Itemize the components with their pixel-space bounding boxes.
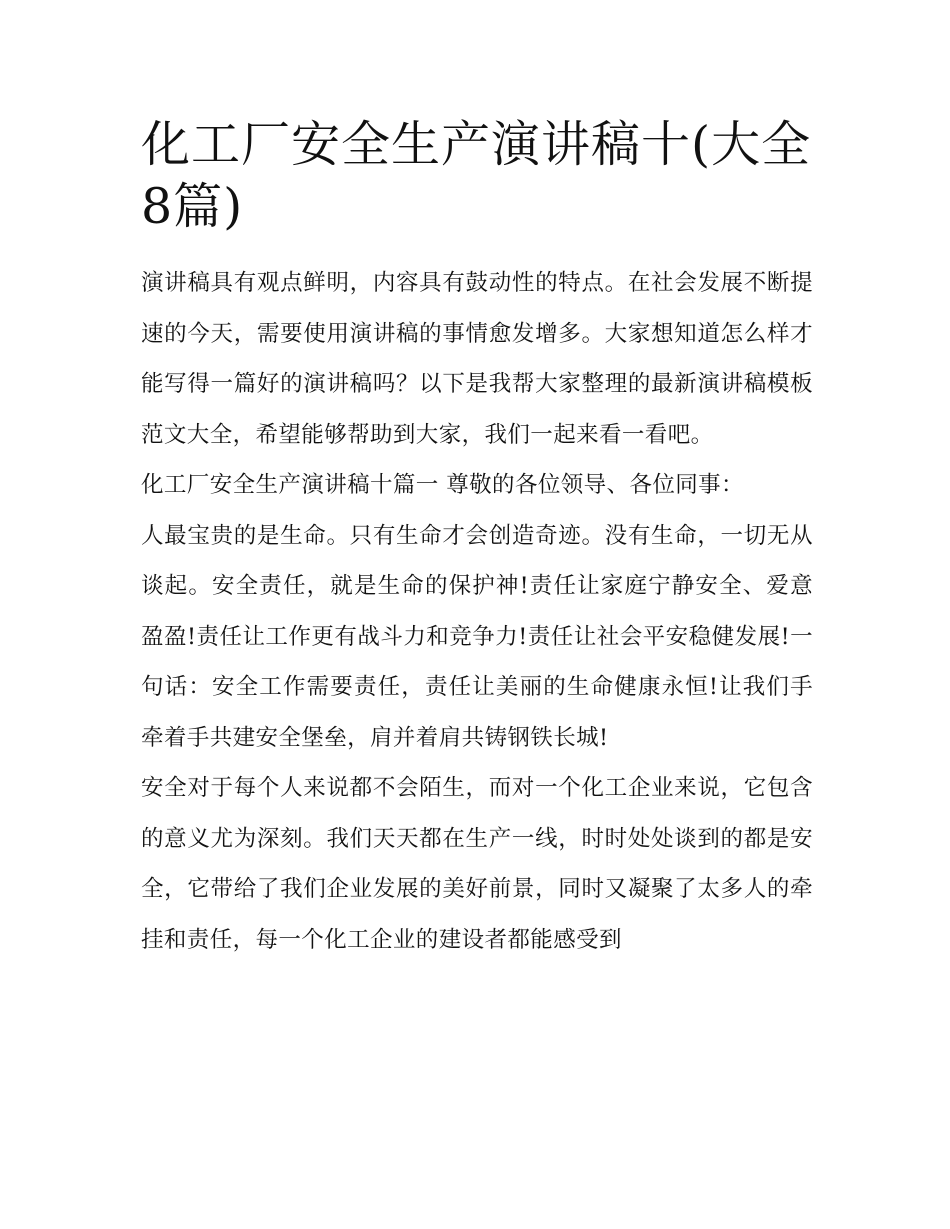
document-title: 化工厂安全生产演讲稿十(大全8篇) [141,116,812,235]
document-page [141,114,813,965]
paragraph-intro: 演讲稿具有观点鲜明，内容具有鼓动性的特点。在社会发展不断提速的今天，需要使用演讲稿的事情愈发增多。大家想知道怎么样才能写得一篇好的演讲稿吗？以下是我帮大家整理的最新演讲稿模板范文大全，希望能够帮助到大家，我们一起来看一看吧。 [141,270,813,448]
paragraph-life: 人最宝贵的是生命。只有生命才会创造奇迹。没有生命，一切无从谈起。安全责任，就是生命的保护神!责任让家庭宁静安全、爱意盈盈!责任让工作更有战斗力和竞争力!责任让社会平安稳健发展!一句话：安全工作需要责任，责任让美丽的生命健康永恒!让我们手牵着手共建安全堡垒，肩并着肩共铸钢铁长城! [141,522,813,751]
paragraph-salutation: 化工厂安全生产演讲稿十篇一 尊敬的各位领导、各位同事： [141,472,744,498]
paragraph-safety: 安全对于每个人来说都不会陌生，而对一个化工企业来说，它包含的意义尤为深刻。我们天天都在生产一线，时时处处谈到的都是安全，它带给了我们企业发展的美好前景，同时又凝聚了太多人的牵挂和责任，每一个化工企业的建设者都能感受到 [141,775,813,953]
